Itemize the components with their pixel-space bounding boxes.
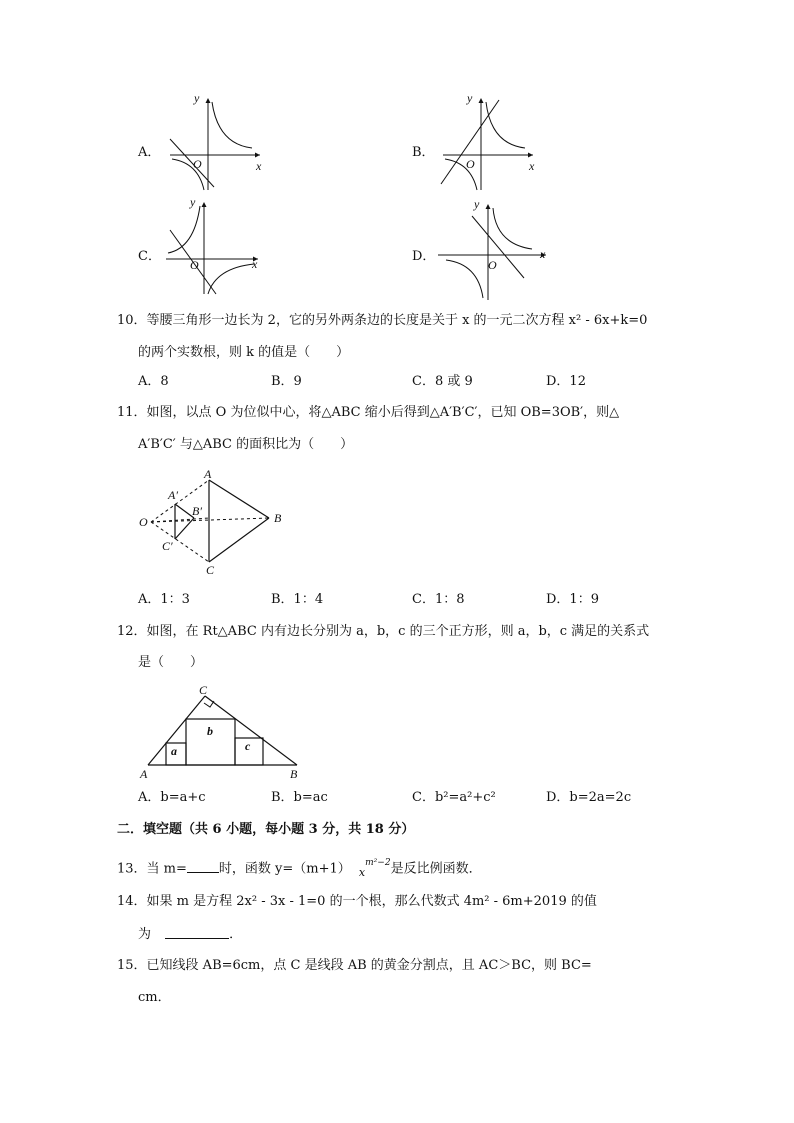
q13-text-b: 时，函数 y=（m+1） xyxy=(218,861,351,877)
option-b-label[interactable]: B． xyxy=(412,145,435,160)
q11-stem-line1: 11．如图，以点 O 为位似中心，将△ABC 缩小后得到△A′B′C′，已知 OB=3OB′，则△ xyxy=(117,405,620,420)
label-C-prime: C′ xyxy=(162,539,173,553)
q13-text-c: 是反比例函数． xyxy=(390,861,482,877)
section-title: 二．填空题（共 6 小题，每小题 3 分，共 18 分） xyxy=(117,822,415,837)
q11-option-d[interactable]: D．1：9 xyxy=(546,592,599,607)
x-axis-label: x xyxy=(252,257,258,271)
q14-blank[interactable] xyxy=(165,926,229,939)
label-C: C xyxy=(199,683,208,697)
y-axis-label: y xyxy=(190,195,196,209)
graph-option-c xyxy=(160,196,270,296)
q10-stem-line2: 的两个实数根，则 k 的值是（ ） xyxy=(138,345,350,360)
q11-stem-line2: A′B′C′ 与△ABC 的面积比为（ ） xyxy=(138,437,354,452)
origin-label: O xyxy=(190,258,199,272)
x-axis-label: x xyxy=(540,247,546,261)
label-a: a xyxy=(171,744,177,758)
q13-exponent: m²−2 xyxy=(365,858,391,868)
q11-option-c[interactable]: C．1：8 xyxy=(412,592,465,607)
q14-line2-end: ． xyxy=(229,927,243,942)
q11-option-a[interactable]: A．1：3 xyxy=(138,592,190,607)
q15-line2: cm． xyxy=(138,990,171,1005)
q14-line2 xyxy=(138,926,242,943)
q10-option-c[interactable]: C．8 或 9 xyxy=(412,374,473,389)
label-B-prime: B′ xyxy=(192,504,202,518)
label-b: b xyxy=(207,724,213,738)
y-axis-label: y xyxy=(474,197,480,211)
label-A: A xyxy=(204,467,212,481)
q12-option-c[interactable]: C．b²=a²+c² xyxy=(412,790,496,805)
q11-option-b[interactable]: B．1：4 xyxy=(271,592,324,607)
label-C: C xyxy=(206,563,215,577)
q15-line1: 15．已知线段 AB=6cm，点 C 是线段 AB 的黄金分割点，且 AC＞BC，则 BC= xyxy=(117,958,592,973)
origin-label: O xyxy=(466,157,475,171)
q10-option-b[interactable]: B．9 xyxy=(271,374,302,389)
q14-line2-text: 为 xyxy=(138,927,152,942)
q12-stem-line1: 12．如图，在 Rt△ABC 内有边长分别为 a，b，c 的三个正方形，则 a，b，c 满足的关系式 xyxy=(117,624,650,639)
q12-option-b[interactable]: B．b=ac xyxy=(271,790,328,805)
label-O: O xyxy=(139,515,148,529)
q12-option-a[interactable]: A．b=a+c xyxy=(138,790,206,805)
option-a-label[interactable]: A． xyxy=(138,145,161,160)
q13-text-a: 13．当 m= xyxy=(117,861,187,877)
q10-stem-line1: 10．等腰三角形一边长为 2，它的另外两条边的长度是关于 x 的一元二次方程 x² ‑ 6x+k=0 xyxy=(117,313,648,328)
q12-option-d[interactable]: D．b=2a=2c xyxy=(546,790,632,805)
q10-option-d[interactable]: D．12 xyxy=(546,374,586,389)
label-B: B xyxy=(290,767,298,781)
q10-option-a[interactable]: A．8 xyxy=(138,374,169,389)
q11-figure xyxy=(138,466,298,578)
y-axis-label: y xyxy=(194,91,200,105)
q14-line1: 14．如果 m 是方程 2x² ‑ 3x ‑ 1=0 的一个根，那么代数式 4m² ‑ 6m+2019 的值 xyxy=(117,894,597,909)
graph-option-d xyxy=(432,197,552,300)
x-axis-label: x xyxy=(529,159,535,173)
origin-label: O xyxy=(488,258,497,272)
label-A-prime: A′ xyxy=(168,488,178,502)
option-c-label[interactable]: C． xyxy=(138,249,161,264)
label-B: B xyxy=(274,511,282,525)
q13-text xyxy=(117,857,482,880)
graph-option-b xyxy=(433,92,543,192)
origin-label: O xyxy=(193,157,202,171)
q13-base: x xyxy=(358,866,366,880)
graph-option-a xyxy=(160,92,270,192)
q12-figure xyxy=(138,680,308,782)
label-c: c xyxy=(245,739,251,753)
x-axis-label: x xyxy=(256,159,262,173)
label-A: A xyxy=(140,767,148,781)
option-d-label[interactable]: D． xyxy=(412,249,436,264)
q13-blank[interactable] xyxy=(187,860,219,873)
q12-stem-line2: 是（ ） xyxy=(138,655,204,670)
y-axis-label: y xyxy=(467,91,473,105)
